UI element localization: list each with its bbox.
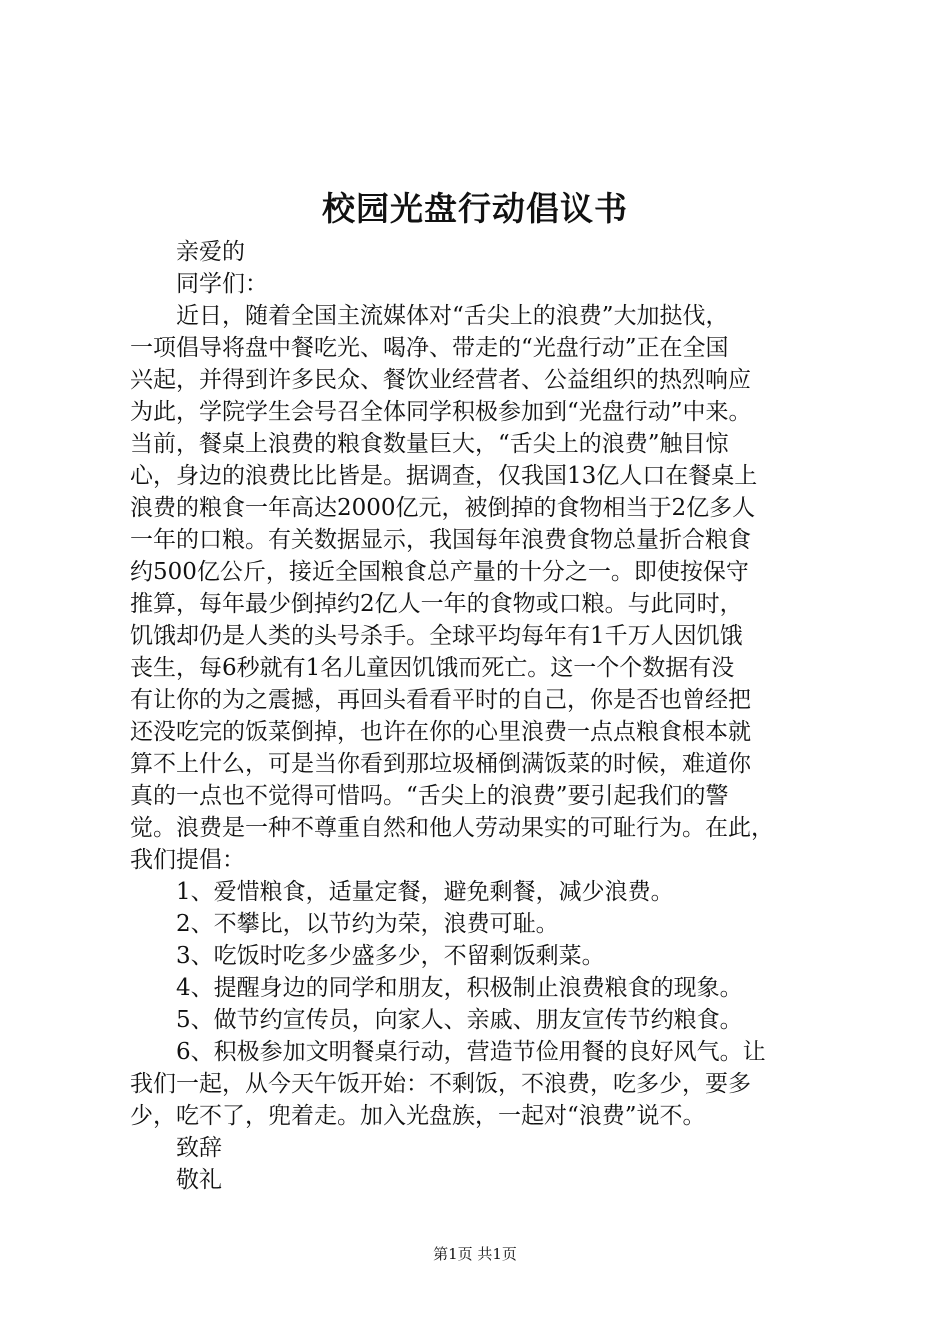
salutation-line: 同学们： bbox=[176, 271, 268, 297]
document-body bbox=[130, 236, 840, 1196]
paragraph-line: 推算，每年最少倒掉约2亿人一年的食物或口粮。与此同时， bbox=[130, 591, 743, 617]
closing-line: 少，吃不了，兜着走。加入光盘族，一起对“浪费”说不。 bbox=[130, 1103, 706, 1129]
paragraph-line: 一年的口粮。有关数据显示，我国每年浪费食物总量折合粮食 bbox=[130, 527, 751, 553]
paragraph-line: 算不上什么，可是当你看到那垃圾桶倒满饭菜的时候，难道你 bbox=[130, 751, 751, 777]
document-title: 校园光盘行动倡议书 bbox=[322, 189, 628, 228]
paragraph-line: 还没吃完的饭菜倒掉，也许在你的心里浪费一点点粮食根本就 bbox=[130, 719, 751, 745]
paragraph-line: 有让你的为之震撼，再回头看看平时的自己，你是否也曾经把 bbox=[130, 687, 751, 713]
paragraph-line: 当前，餐桌上浪费的粮食数量巨大，“舌尖上的浪费”触目惊 bbox=[130, 431, 729, 457]
salutation-line: 亲爱的 bbox=[176, 239, 245, 265]
list-item: 5、做节约宣传员，向家人、亲戚、朋友宣传节约粮食。 bbox=[176, 1007, 743, 1033]
paragraph-line: 一项倡导将盘中餐吃光、喝净、带走的“光盘行动”正在全国 bbox=[130, 335, 729, 361]
paragraph-line: 真的一点也不觉得可惜吗。“舌尖上的浪费”要引起我们的警 bbox=[130, 783, 729, 809]
signoff-line: 致辞 bbox=[176, 1135, 222, 1161]
paragraph-line: 为此，学院学生会号召全体同学积极参加到“光盘行动”中来。 bbox=[130, 399, 752, 425]
signoff-line: 敬礼 bbox=[176, 1167, 222, 1193]
closing-line: 我们一起，从今天午饭开始：不剩饭，不浪费，吃多少，要多 bbox=[130, 1071, 751, 1097]
list-item: 6、积极参加文明餐桌行动，营造节俭用餐的良好风气。让 bbox=[176, 1039, 766, 1065]
paragraph-line: 近日，随着全国主流媒体对“舌尖上的浪费”大加挞伐， bbox=[176, 303, 729, 329]
page-number-footer: 第1页 共1页 bbox=[433, 1245, 517, 1263]
list-item: 2、不攀比，以节约为荣，浪费可耻。 bbox=[176, 911, 559, 937]
list-item: 1、爱惜粮食，适量定餐，避免剩餐，减少浪费。 bbox=[176, 879, 674, 905]
paragraph-line: 丧生，每6秒就有1名儿童因饥饿而死亡。这一个个数据有没 bbox=[130, 655, 735, 681]
paragraph-line: 浪费的粮食一年高达2000亿元，被倒掉的食物相当于2亿多人 bbox=[130, 495, 756, 521]
paragraph-line: 我们提倡： bbox=[130, 847, 245, 873]
paragraph-line: 饥饿却仍是人类的头号杀手。全球平均每年有1千万人因饥饿 bbox=[130, 623, 743, 649]
list-item: 3、吃饭时吃多少盛多少，不留剩饭剩菜。 bbox=[176, 943, 605, 969]
paragraph-line: 觉。浪费是一种不尊重自然和他人劳动果实的可耻行为。在此， bbox=[130, 815, 774, 841]
paragraph-line: 约500亿公斤，接近全国粮食总产量的十分之一。即使按保守 bbox=[130, 559, 749, 585]
list-item: 4、提醒身边的同学和朋友，积极制止浪费粮食的现象。 bbox=[176, 975, 743, 1001]
paragraph-line: 心，身边的浪费比比皆是。据调查，仅我国13亿人口在餐桌上 bbox=[130, 463, 758, 489]
paragraph-line: 兴起，并得到许多民众、餐饮业经营者、公益组织的热烈响应 bbox=[130, 367, 751, 393]
